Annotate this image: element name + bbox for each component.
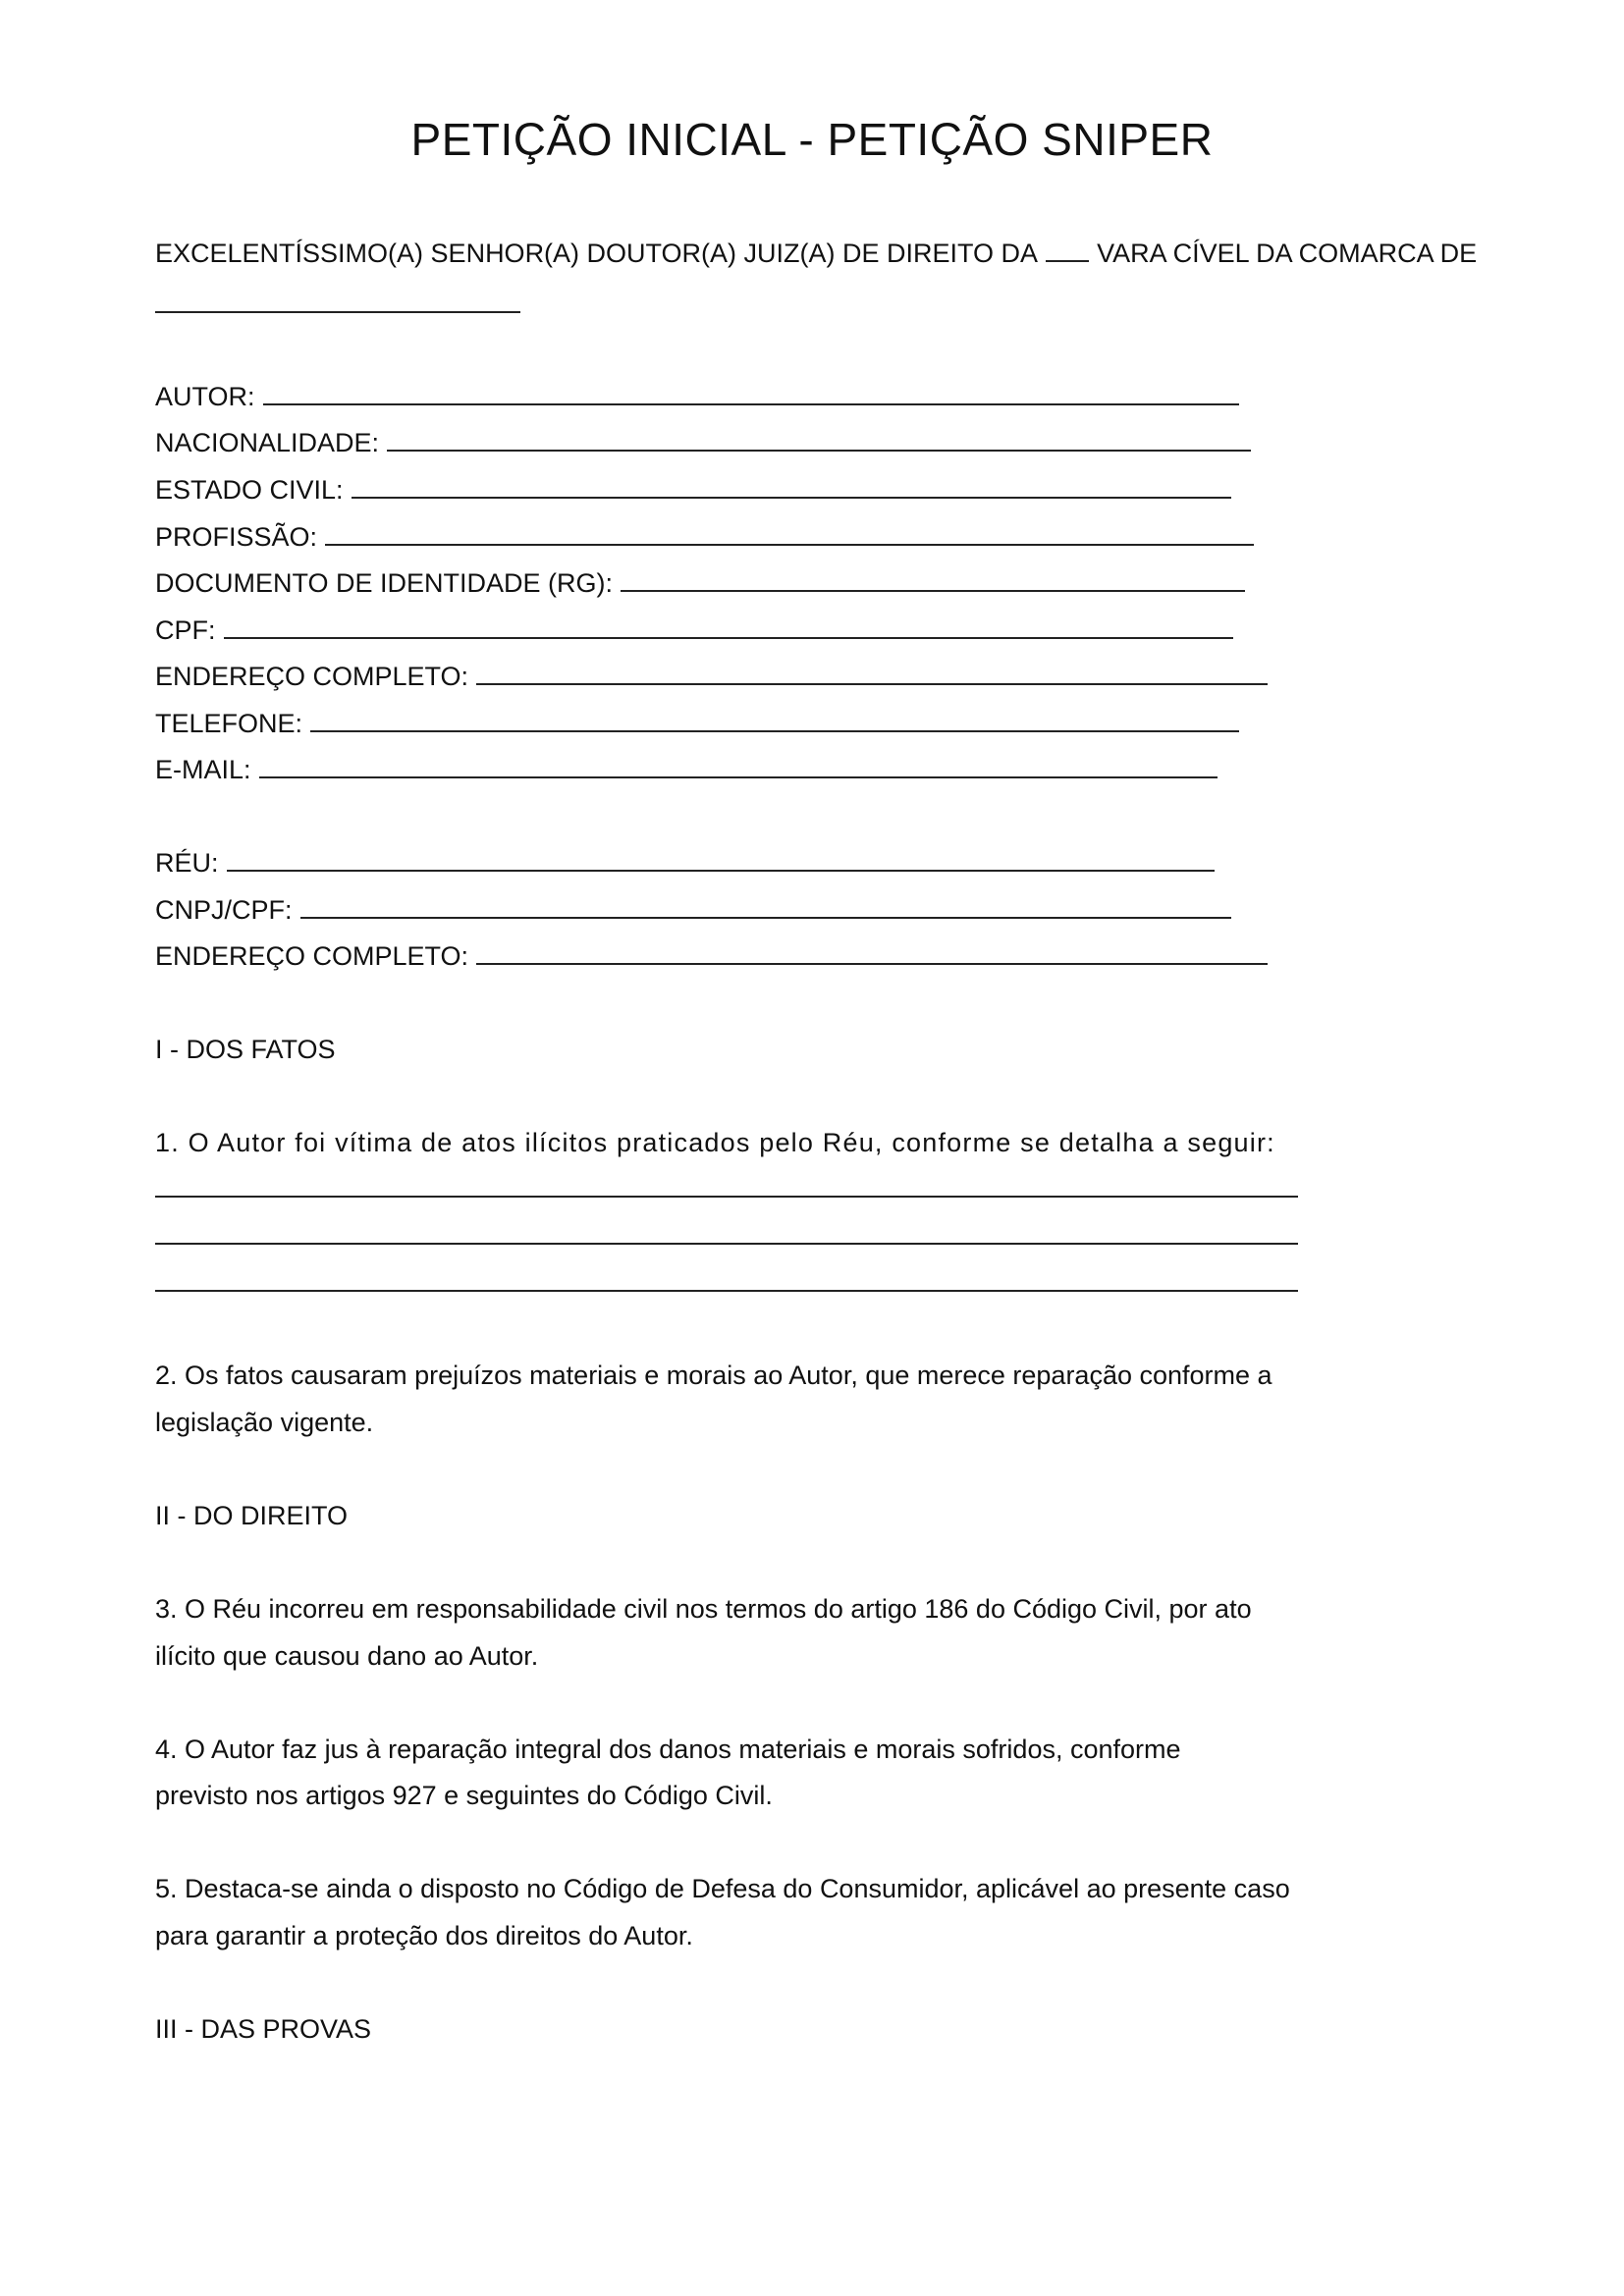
field-label: CNPJ/CPF:	[155, 895, 293, 925]
field-blank[interactable]	[310, 709, 1239, 732]
paragraph-3-line-2: ilícito que causou dano ao Autor.	[155, 1641, 539, 1671]
paragraph-5-line-1: 5. Destaca-se ainda o disposto no Código de Defesa do Consumidor, aplicável ao presente caso	[155, 1874, 1290, 1903]
author-field-estado-civil	[155, 473, 1231, 507]
facts-blank-line-1[interactable]	[155, 1196, 1298, 1198]
field-blank[interactable]	[224, 615, 1233, 639]
paragraph-2-line-2: legislação vigente.	[155, 1408, 374, 1437]
author-field-telefone	[155, 707, 1239, 740]
paragraph-4-line-1: 4. O Autor faz jus à reparação integral dos danos materiais e morais sofridos, conforme	[155, 1735, 1181, 1764]
author-field-nacionalidade	[155, 426, 1251, 459]
field-blank[interactable]	[300, 895, 1231, 919]
field-blank[interactable]	[227, 848, 1215, 872]
field-label: E-MAIL:	[155, 755, 251, 784]
paragraph-3-line-1: 3. O Réu incorreu em responsabilidade civil nos termos do artigo 186 do Código Civil, por ato	[155, 1594, 1252, 1624]
field-label: AUTOR:	[155, 382, 255, 411]
field-label: PROFISSÃO:	[155, 522, 318, 552]
field-blank[interactable]	[387, 428, 1251, 452]
field-blank[interactable]	[476, 941, 1268, 965]
field-blank[interactable]	[325, 522, 1254, 546]
field-label: ENDEREÇO COMPLETO:	[155, 662, 469, 691]
author-field-endereco	[155, 660, 1268, 693]
section-heading-fatos: I - DOS FATOS	[155, 1035, 336, 1064]
paragraph-1: 1. O Autor foi vítima de atos ilícitos praticados pelo Réu, conforme se detalha a seguir:	[155, 1128, 1275, 1157]
field-label: ESTADO CIVIL:	[155, 475, 344, 505]
addressee-line	[155, 237, 1477, 270]
field-blank[interactable]	[352, 475, 1231, 499]
field-blank[interactable]	[476, 662, 1268, 685]
field-label: NACIONALIDADE:	[155, 428, 380, 457]
facts-blank-line-3[interactable]	[155, 1290, 1298, 1292]
field-label: RÉU:	[155, 848, 219, 878]
addressee-text-part2: VARA CÍVEL DA COMARCA DE	[1097, 239, 1478, 268]
field-label: ENDEREÇO COMPLETO:	[155, 941, 469, 971]
author-field-rg	[155, 566, 1245, 600]
addressee-text-part1: EXCELENTÍSSIMO(A) SENHOR(A) DOUTOR(A) JUIZ(A) DE DIREITO DA	[155, 239, 1039, 268]
field-blank[interactable]	[621, 568, 1245, 592]
field-blank[interactable]	[259, 755, 1218, 778]
section-heading-direito: II - DO DIREITO	[155, 1501, 349, 1530]
field-label: CPF:	[155, 615, 216, 645]
field-label: DOCUMENTO DE IDENTIDADE (RG):	[155, 568, 614, 598]
defendant-field-cnpj-cpf	[155, 893, 1231, 927]
vara-number-blank[interactable]	[1046, 239, 1089, 262]
paragraph-2-line-1: 2. Os fatos causaram prejuízos materiais e morais ao Autor, que merece reparação conforme a	[155, 1361, 1272, 1390]
author-field-profissao	[155, 520, 1254, 554]
paragraph-5-line-2: para garantir a proteção dos direitos do Autor.	[155, 1921, 693, 1950]
defendant-field-endereco	[155, 939, 1268, 973]
facts-blank-line-2[interactable]	[155, 1243, 1298, 1245]
document-title: PETIÇÃO INICIAL - PETIÇÃO SNIPER	[410, 114, 1214, 165]
field-blank[interactable]	[263, 382, 1239, 405]
comarca-blank[interactable]	[155, 311, 520, 313]
paragraph-4-line-2: previsto nos artigos 927 e seguintes do Código Civil.	[155, 1781, 773, 1810]
author-field-email	[155, 753, 1218, 786]
section-heading-provas: III - DAS PROVAS	[155, 2014, 372, 2044]
field-label: TELEFONE:	[155, 709, 303, 738]
defendant-field-reu	[155, 846, 1215, 880]
author-field-cpf	[155, 614, 1233, 647]
author-field-autor	[155, 380, 1239, 413]
